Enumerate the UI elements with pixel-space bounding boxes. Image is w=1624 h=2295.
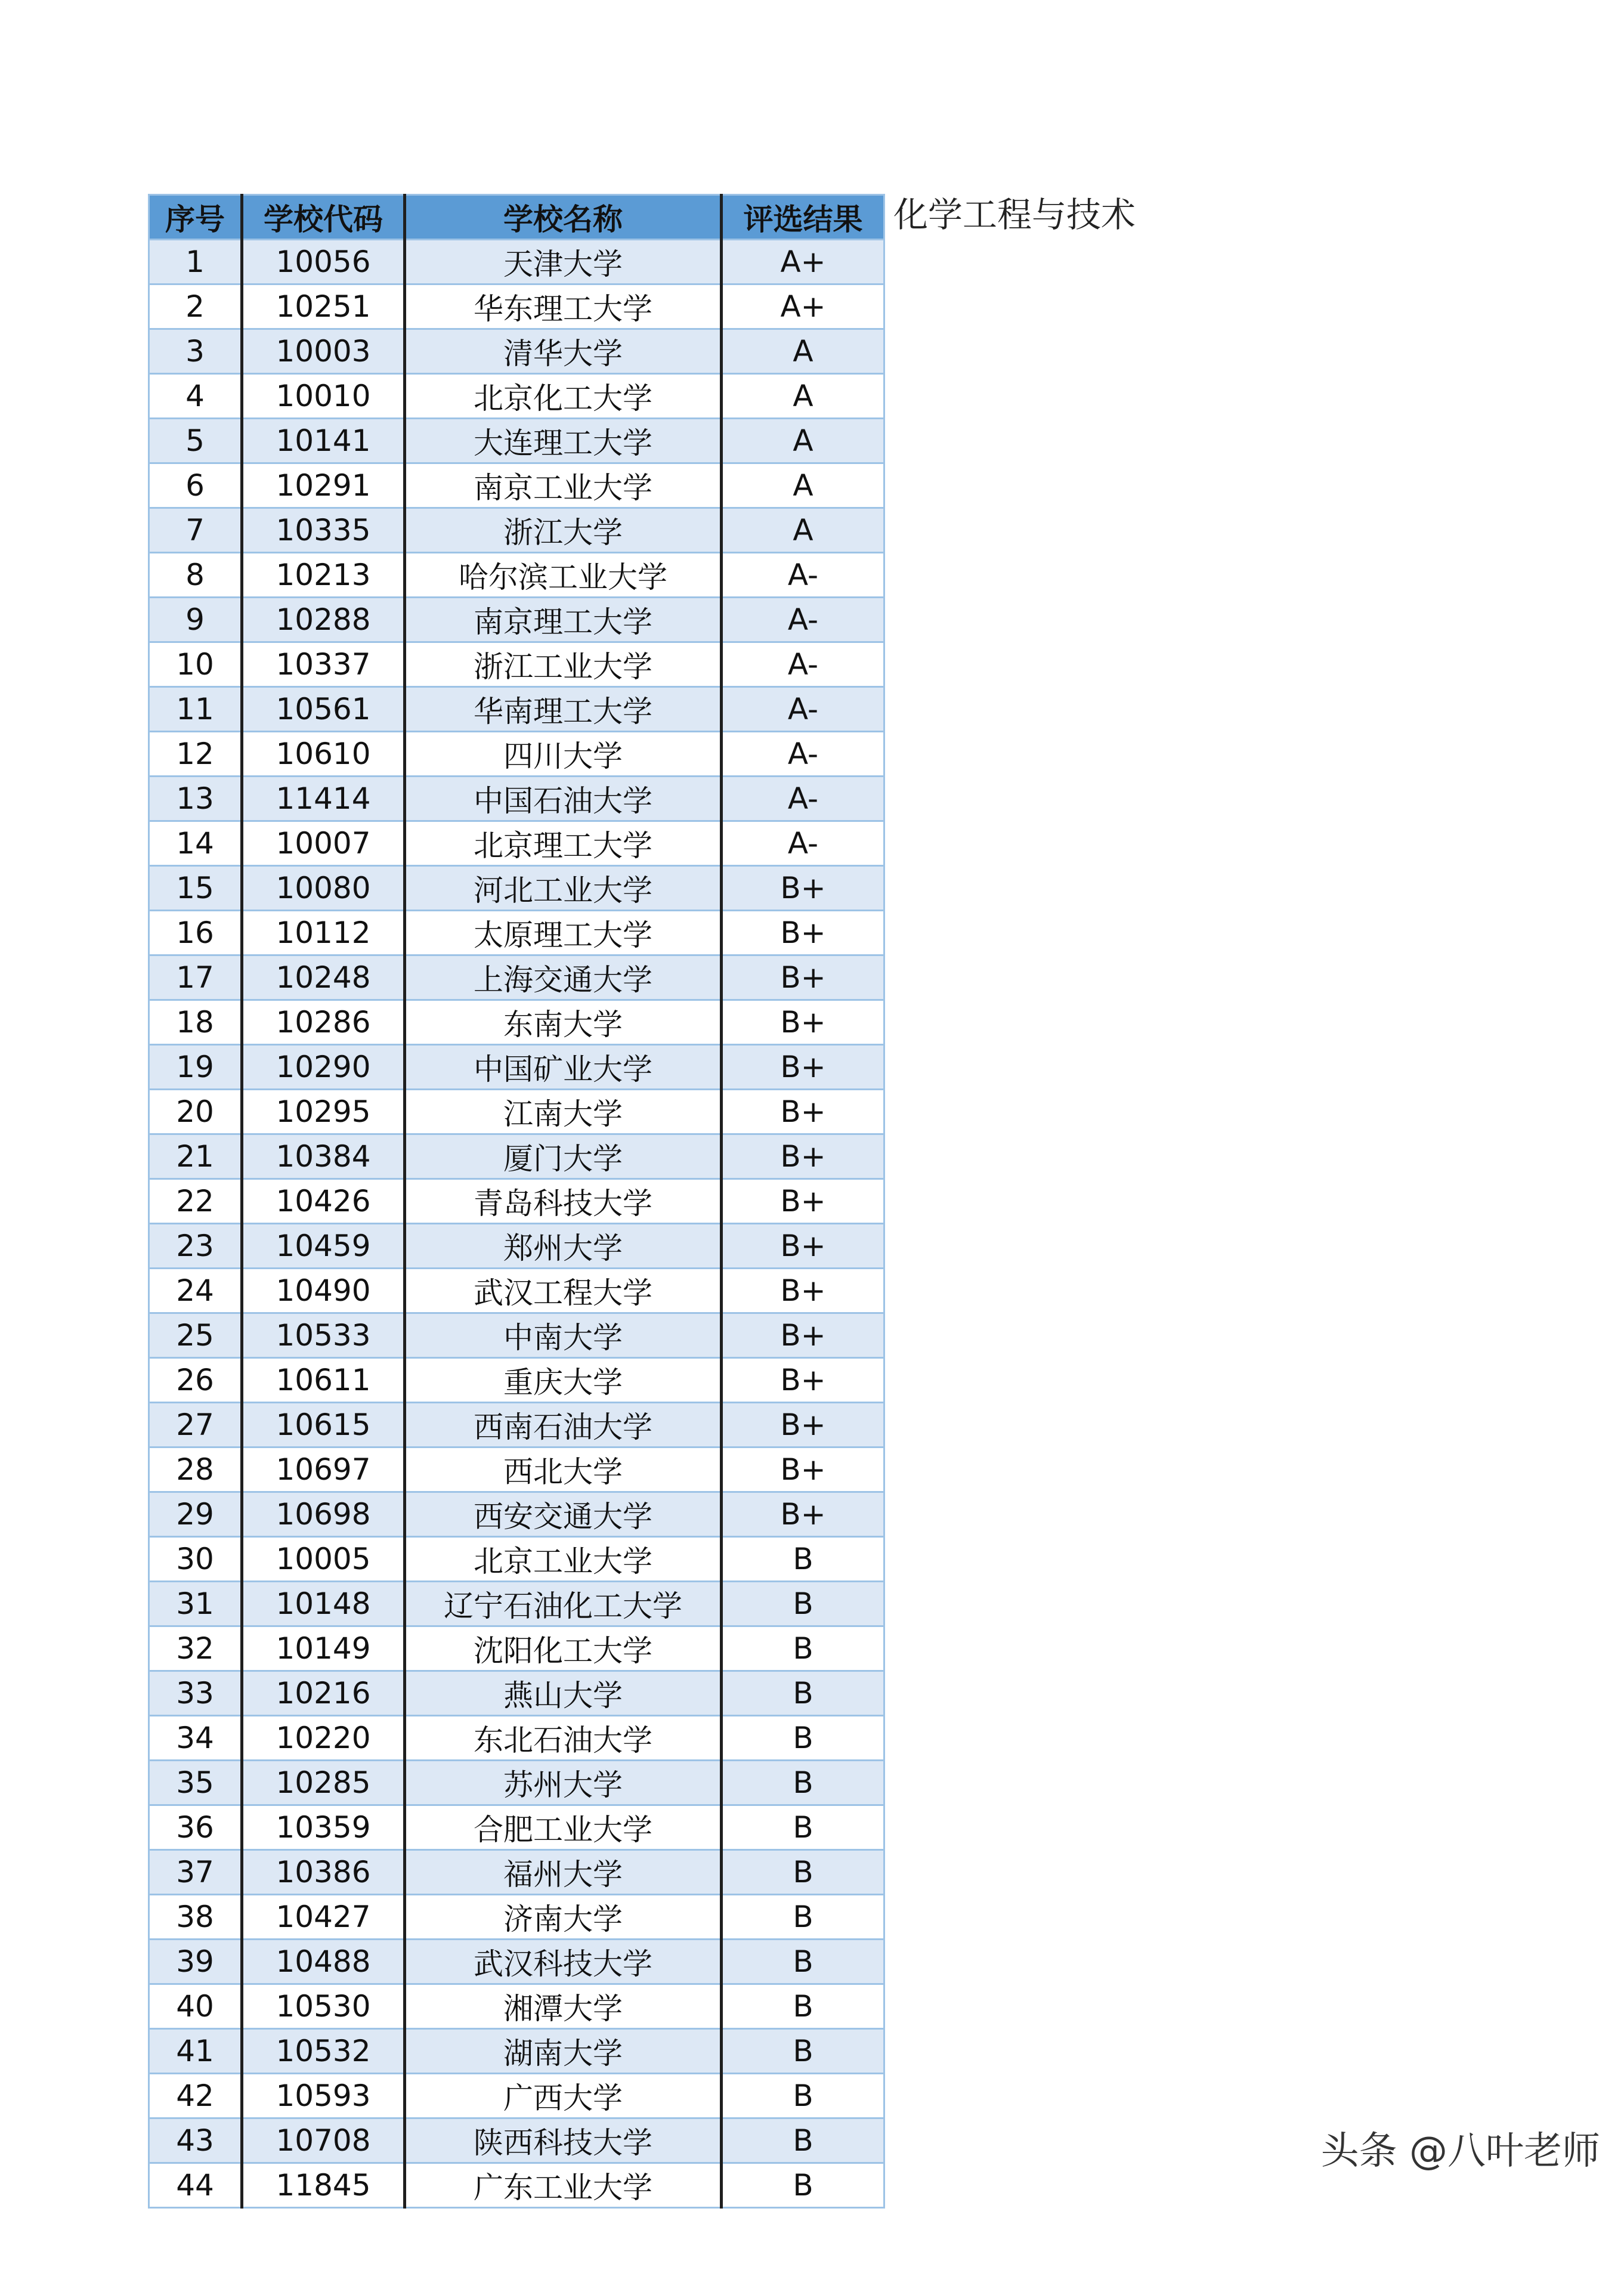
school-name: 华南理工大学	[405, 687, 722, 732]
table-row	[149, 553, 884, 598]
header-index: 序号	[149, 195, 242, 240]
row-index: 2	[149, 284, 242, 329]
school-name: 合肥工业大学	[405, 1805, 722, 1850]
result-grade: B	[722, 1805, 884, 1850]
result-grade: A-	[722, 642, 884, 687]
school-code: 10056	[242, 240, 405, 284]
row-index: 29	[149, 1492, 242, 1537]
school-name: 浙江工业大学	[405, 642, 722, 687]
result-grade: B+	[722, 1045, 884, 1090]
row-index: 11	[149, 687, 242, 732]
table-row	[149, 1895, 884, 1940]
result-grade: B	[722, 1850, 884, 1895]
table-row	[149, 1537, 884, 1582]
result-grade: B+	[722, 866, 884, 911]
row-index: 43	[149, 2118, 242, 2163]
table-row	[149, 508, 884, 553]
school-code: 10291	[242, 463, 405, 508]
row-index: 14	[149, 821, 242, 866]
header-school-name: 学校名称	[405, 195, 722, 240]
school-code: 10005	[242, 1537, 405, 1582]
table-row	[149, 2029, 884, 2074]
school-code: 10003	[242, 329, 405, 374]
table-row	[149, 1134, 884, 1179]
school-code: 10490	[242, 1269, 405, 1313]
row-index: 16	[149, 911, 242, 955]
result-grade: B+	[722, 1224, 884, 1269]
school-name: 青岛科技大学	[405, 1179, 722, 1224]
result-grade: B+	[722, 1090, 884, 1134]
school-code: 10615	[242, 1403, 405, 1447]
row-index: 25	[149, 1313, 242, 1358]
school-code: 11845	[242, 2163, 405, 2208]
school-name: 广西大学	[405, 2074, 722, 2118]
row-index: 27	[149, 1403, 242, 1447]
result-grade: A-	[722, 777, 884, 821]
school-name: 厦门大学	[405, 1134, 722, 1179]
table-row	[149, 598, 884, 642]
result-grade: B+	[722, 1134, 884, 1179]
school-code: 10216	[242, 1671, 405, 1716]
table-row	[149, 777, 884, 821]
result-grade: B	[722, 1582, 884, 1626]
row-index: 42	[149, 2074, 242, 2118]
row-index: 26	[149, 1358, 242, 1403]
school-name: 辽宁石油化工大学	[405, 1582, 722, 1626]
row-index: 30	[149, 1537, 242, 1582]
table-row	[149, 1045, 884, 1090]
row-index: 18	[149, 1000, 242, 1045]
school-code: 10141	[242, 419, 405, 463]
result-grade: B	[722, 2163, 884, 2208]
school-code: 10359	[242, 1805, 405, 1850]
school-name: 武汉工程大学	[405, 1269, 722, 1313]
school-name: 湘潭大学	[405, 1984, 722, 2029]
row-index: 5	[149, 419, 242, 463]
school-name: 燕山大学	[405, 1671, 722, 1716]
school-code: 10533	[242, 1313, 405, 1358]
row-index: 6	[149, 463, 242, 508]
row-index: 4	[149, 374, 242, 419]
table-row	[149, 1671, 884, 1716]
table-row	[149, 329, 884, 374]
school-name: 浙江大学	[405, 508, 722, 553]
school-name: 大连理工大学	[405, 419, 722, 463]
school-name: 天津大学	[405, 240, 722, 284]
school-code: 10708	[242, 2118, 405, 2163]
table-row	[149, 1805, 884, 1850]
watermark: 头条 @八叶老师	[1320, 2129, 1600, 2173]
result-grade: B	[722, 1671, 884, 1716]
school-name: 武汉科技大学	[405, 1940, 722, 1984]
row-index: 33	[149, 1671, 242, 1716]
table-row	[149, 2118, 884, 2163]
school-name: 郑州大学	[405, 1224, 722, 1269]
table-row	[149, 2074, 884, 2118]
school-name: 北京理工大学	[405, 821, 722, 866]
result-grade: B	[722, 1626, 884, 1671]
row-index: 15	[149, 866, 242, 911]
row-index: 28	[149, 1447, 242, 1492]
school-name: 福州大学	[405, 1850, 722, 1895]
table-row	[149, 1984, 884, 2029]
result-grade: A	[722, 374, 884, 419]
row-index: 32	[149, 1626, 242, 1671]
row-index: 7	[149, 508, 242, 553]
table-row	[149, 687, 884, 732]
row-index: 23	[149, 1224, 242, 1269]
result-grade: A	[722, 508, 884, 553]
result-grade: B+	[722, 1269, 884, 1313]
school-code: 10561	[242, 687, 405, 732]
school-name: 太原理工大学	[405, 911, 722, 955]
result-grade: B	[722, 1940, 884, 1984]
result-grade: B+	[722, 1313, 884, 1358]
row-index: 39	[149, 1940, 242, 1984]
table-row	[149, 732, 884, 777]
result-grade: B+	[722, 955, 884, 1000]
table-row	[149, 1090, 884, 1134]
school-code: 10335	[242, 508, 405, 553]
table-row	[149, 1179, 884, 1224]
ranking-table	[148, 194, 885, 2209]
school-name: 北京工业大学	[405, 1537, 722, 1582]
row-index: 37	[149, 1850, 242, 1895]
school-code: 10112	[242, 911, 405, 955]
school-code: 10148	[242, 1582, 405, 1626]
table-row	[149, 1850, 884, 1895]
table-row	[149, 642, 884, 687]
table-row	[149, 1269, 884, 1313]
result-grade: B	[722, 1716, 884, 1761]
school-code: 10386	[242, 1850, 405, 1895]
result-grade: B	[722, 2118, 884, 2163]
school-code: 10286	[242, 1000, 405, 1045]
result-grade: B	[722, 1761, 884, 1805]
school-name: 西安交通大学	[405, 1492, 722, 1537]
row-index: 38	[149, 1895, 242, 1940]
school-code: 10149	[242, 1626, 405, 1671]
school-code: 10213	[242, 553, 405, 598]
row-index: 36	[149, 1805, 242, 1850]
school-code: 10248	[242, 955, 405, 1000]
school-code: 10698	[242, 1492, 405, 1537]
result-grade: B+	[722, 1447, 884, 1492]
school-name: 上海交通大学	[405, 955, 722, 1000]
result-grade: B+	[722, 1492, 884, 1537]
result-grade: B+	[722, 911, 884, 955]
table-row	[149, 1492, 884, 1537]
table-row	[149, 374, 884, 419]
result-grade: B+	[722, 1358, 884, 1403]
school-name: 西北大学	[405, 1447, 722, 1492]
school-code: 10080	[242, 866, 405, 911]
table-header-row	[149, 195, 884, 240]
school-code: 10459	[242, 1224, 405, 1269]
table-row	[149, 1447, 884, 1492]
school-name: 北京化工大学	[405, 374, 722, 419]
row-index: 35	[149, 1761, 242, 1805]
school-code: 10288	[242, 598, 405, 642]
result-grade: A	[722, 419, 884, 463]
school-code: 10697	[242, 1447, 405, 1492]
row-index: 20	[149, 1090, 242, 1134]
result-grade: A+	[722, 240, 884, 284]
school-name: 东南大学	[405, 1000, 722, 1045]
row-index: 9	[149, 598, 242, 642]
school-code: 10611	[242, 1358, 405, 1403]
table-row	[149, 1313, 884, 1358]
row-index: 13	[149, 777, 242, 821]
table-row	[149, 240, 884, 284]
school-name: 重庆大学	[405, 1358, 722, 1403]
result-grade: A	[722, 463, 884, 508]
school-name: 苏州大学	[405, 1761, 722, 1805]
result-grade: B	[722, 2029, 884, 2074]
result-grade: A-	[722, 598, 884, 642]
row-index: 3	[149, 329, 242, 374]
school-name: 西南石油大学	[405, 1403, 722, 1447]
row-index: 22	[149, 1179, 242, 1224]
school-name: 南京工业大学	[405, 463, 722, 508]
school-name: 沈阳化工大学	[405, 1626, 722, 1671]
table-row	[149, 1000, 884, 1045]
row-index: 8	[149, 553, 242, 598]
row-index: 31	[149, 1582, 242, 1626]
school-name: 河北工业大学	[405, 866, 722, 911]
school-name: 江南大学	[405, 1090, 722, 1134]
table-row	[149, 419, 884, 463]
row-index: 21	[149, 1134, 242, 1179]
table-row	[149, 2163, 884, 2208]
table-row	[149, 1626, 884, 1671]
table-row	[149, 284, 884, 329]
table-row	[149, 911, 884, 955]
table-row	[149, 463, 884, 508]
school-name: 陕西科技大学	[405, 2118, 722, 2163]
table-row	[149, 955, 884, 1000]
school-name: 济南大学	[405, 1895, 722, 1940]
school-name: 中南大学	[405, 1313, 722, 1358]
school-name: 清华大学	[405, 329, 722, 374]
school-name: 哈尔滨工业大学	[405, 553, 722, 598]
school-code: 10007	[242, 821, 405, 866]
row-index: 1	[149, 240, 242, 284]
row-index: 17	[149, 955, 242, 1000]
result-grade: A-	[722, 687, 884, 732]
school-code: 10285	[242, 1761, 405, 1805]
school-name: 中国石油大学	[405, 777, 722, 821]
table-row	[149, 1761, 884, 1805]
row-index: 41	[149, 2029, 242, 2074]
school-code: 10532	[242, 2029, 405, 2074]
row-index: 19	[149, 1045, 242, 1090]
row-index: 24	[149, 1269, 242, 1313]
school-code: 10610	[242, 732, 405, 777]
result-grade: A-	[722, 732, 884, 777]
result-grade: B+	[722, 1179, 884, 1224]
school-name: 四川大学	[405, 732, 722, 777]
result-grade: B+	[722, 1000, 884, 1045]
result-grade: B	[722, 2074, 884, 2118]
school-code: 10251	[242, 284, 405, 329]
school-code: 10530	[242, 1984, 405, 2029]
school-name: 华东理工大学	[405, 284, 722, 329]
row-index: 40	[149, 1984, 242, 2029]
table-row	[149, 1358, 884, 1403]
school-code: 11414	[242, 777, 405, 821]
row-index: 12	[149, 732, 242, 777]
table-body	[149, 240, 884, 2208]
school-code: 10337	[242, 642, 405, 687]
table-row	[149, 1940, 884, 1984]
school-code: 10220	[242, 1716, 405, 1761]
subject-title: 化学工程与技术	[893, 194, 1136, 235]
row-index: 34	[149, 1716, 242, 1761]
result-grade: A	[722, 329, 884, 374]
school-code: 10384	[242, 1134, 405, 1179]
table-row	[149, 1716, 884, 1761]
table-row	[149, 1582, 884, 1626]
school-name: 广东工业大学	[405, 2163, 722, 2208]
result-grade: B+	[722, 1403, 884, 1447]
row-index: 44	[149, 2163, 242, 2208]
school-code: 10488	[242, 1940, 405, 1984]
row-index: 10	[149, 642, 242, 687]
table-row	[149, 821, 884, 866]
result-grade: A-	[722, 553, 884, 598]
school-name: 南京理工大学	[405, 598, 722, 642]
result-grade: B	[722, 1984, 884, 2029]
school-name: 东北石油大学	[405, 1716, 722, 1761]
school-name: 湖南大学	[405, 2029, 722, 2074]
school-code: 10426	[242, 1179, 405, 1224]
table-row	[149, 1403, 884, 1447]
result-grade: A+	[722, 284, 884, 329]
school-code: 10295	[242, 1090, 405, 1134]
header-result: 评选结果	[722, 195, 884, 240]
school-code: 10010	[242, 374, 405, 419]
school-name: 中国矿业大学	[405, 1045, 722, 1090]
table-row	[149, 866, 884, 911]
school-code: 10593	[242, 2074, 405, 2118]
result-grade: A-	[722, 821, 884, 866]
header-school-code: 学校代码	[242, 195, 405, 240]
result-grade: B	[722, 1895, 884, 1940]
table-row	[149, 1224, 884, 1269]
result-grade: B	[722, 1537, 884, 1582]
school-code: 10427	[242, 1895, 405, 1940]
school-code: 10290	[242, 1045, 405, 1090]
